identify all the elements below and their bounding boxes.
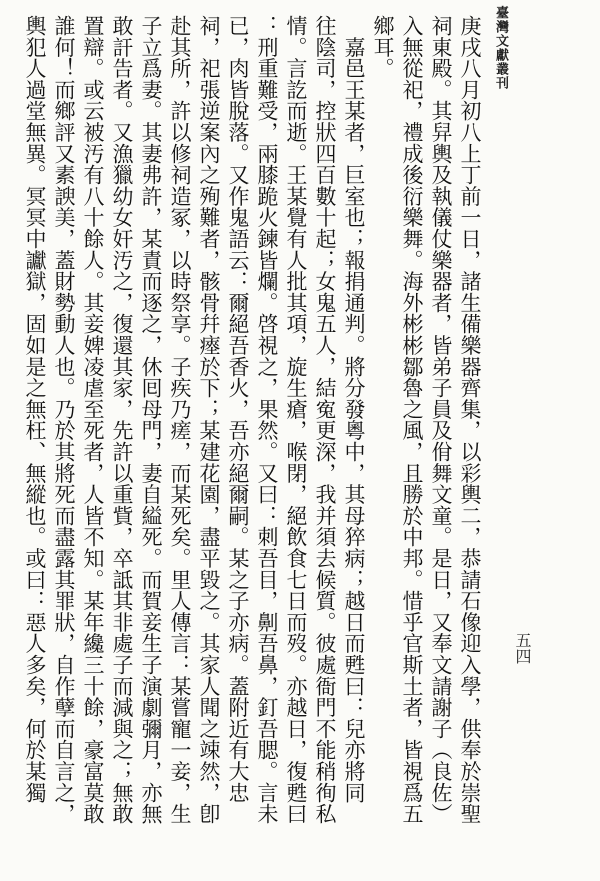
text-column-5: 嘉邑王某者，巨室也；報捐通判。將分發粵中，其母猝病；越日而甦曰：兒亦將同 bbox=[342, 15, 366, 804]
text-column-6: 往陰司，控狀四百數十起；女鬼五人，結寃更深，我并須去候質。彼處衙門不能稍徇私 bbox=[313, 15, 337, 825]
text-column-12: 子立爲妻。其妻弗許，某責而逐之，休囘母門，妻自縊死。而賀妾生子演劇彌月，亦無 bbox=[139, 15, 163, 825]
text-column-11: 赴其所，許以修祠造冢，以時祭享。子疾乃瘥，而某死矣。里人傳言：某嘗寵一妾，生 bbox=[168, 15, 192, 825]
text-column-1: 庚戌八月初八上丁前一日，諸生備樂器齊集，以彩輿二，恭請石像迎入學，供奉於崇聖 bbox=[458, 15, 482, 825]
text-column-7: 情。言訖而逝。王某覺有人批其項，旋生瘡，喉閉，絕飲食七日而歿。亦越日，復甦曰 bbox=[284, 15, 308, 825]
text-column-2: 祠東殿。其舁輿及執儀仗樂器者，皆弟子員及佾舞文童。是日，又奉文請謝子（良佐） bbox=[429, 15, 453, 825]
text-column-16: 輿犯人過堂無異。冥冥中讞獄，固如是之無枉、無縱也。或曰：惡人多矣，何於某獨 bbox=[23, 15, 47, 804]
text-column-9: 已，肉皆脫落。又作鬼語云：爾絕吾香火，吾亦絕爾嗣。某之子亦病。蓋附近有大忠 bbox=[226, 15, 250, 804]
text-column-8: ：刑重難受，兩膝跪火鍊皆爛。啓視之，果然。又曰：刺吾目，劓吾鼻，釘吾腮。言未 bbox=[255, 15, 279, 825]
text-column-13: 敢訐告者。又漁獵幼女奸汚之，復還其家，先許以重貲，卒詆其非處子而減與之；無敢 bbox=[110, 15, 134, 825]
text-column-14: 置辯。或云被汚有八十餘人。其妾婢凌虐至死者，人皆不知。某年纔三十餘，豪富莫敢 bbox=[81, 15, 105, 825]
page-number: 五四 bbox=[513, 632, 532, 664]
page-header-title: 臺灣文獻叢刊 bbox=[493, 6, 508, 90]
text-column-15: 誰何！而鄉評又素諛美，蓋財勢動人也。乃於其將死而盡露其罪狀，自作孽而自言之， bbox=[52, 15, 76, 825]
text-column-10: 祠，祀張逆案內之殉難者，骸骨幷瘞於下；某建花園，盡平毀之。其家人聞之竦然，卽 bbox=[197, 15, 221, 825]
text-column-4: 鄉耳。 bbox=[371, 15, 395, 79]
text-column-3: 入無從祀，禮成後衍樂舞。海外彬彬鄒魯之風，且勝於中邦。惜乎官斯土者，皆視爲五 bbox=[400, 15, 424, 825]
